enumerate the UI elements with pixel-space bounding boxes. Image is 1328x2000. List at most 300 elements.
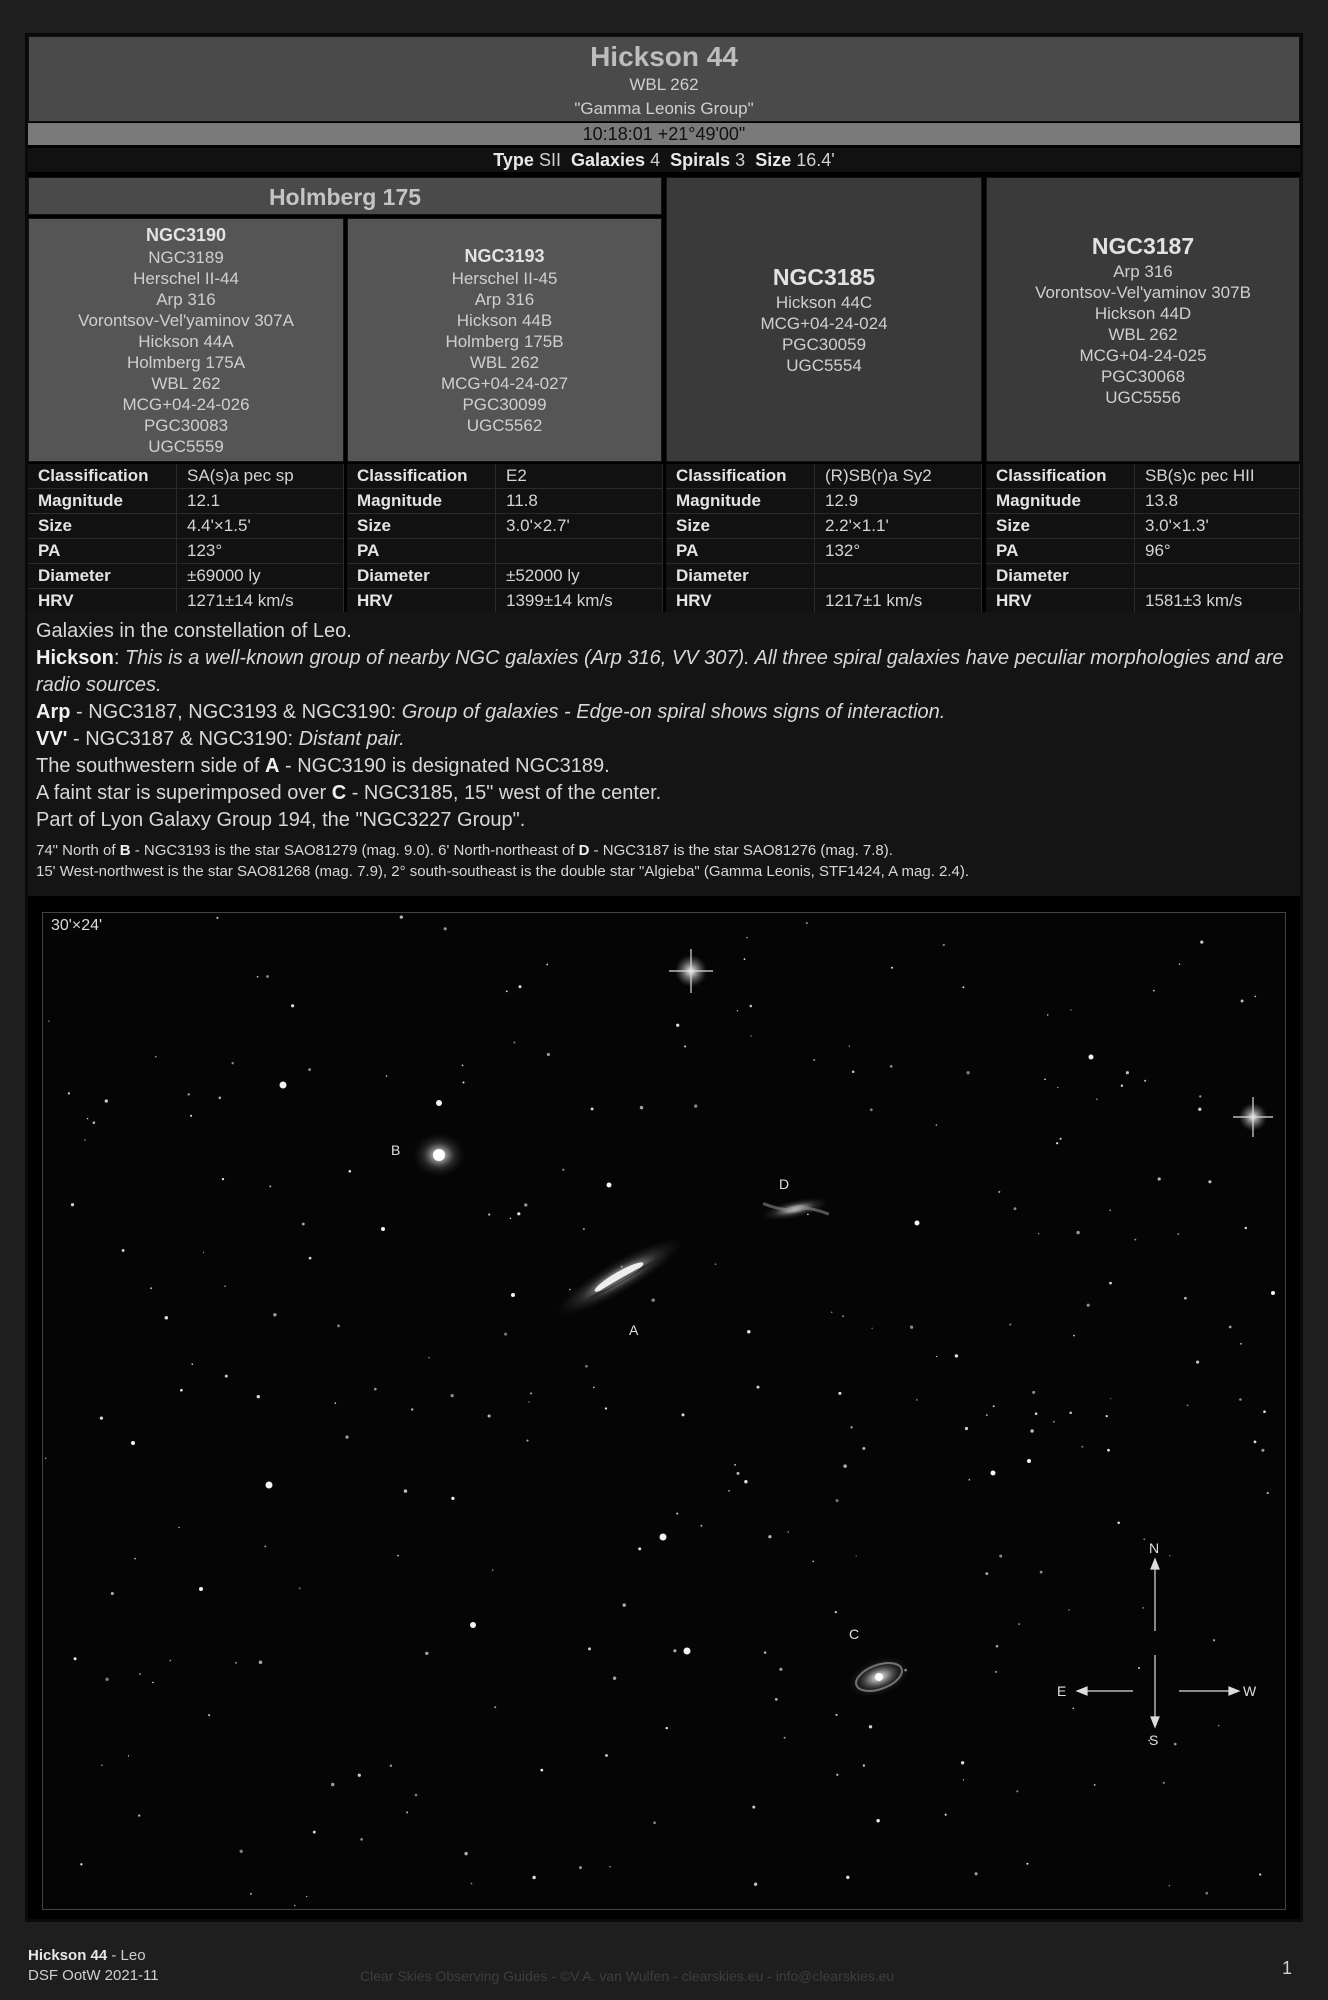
star — [728, 1490, 730, 1492]
detail-value: E2 — [496, 464, 663, 489]
detail-key: PA — [28, 539, 177, 564]
star — [199, 1587, 203, 1591]
star — [337, 1324, 340, 1327]
star — [264, 1545, 266, 1547]
star — [313, 1831, 316, 1834]
star — [996, 1645, 999, 1648]
star — [1018, 1623, 1020, 1625]
star — [294, 1905, 296, 1907]
star — [180, 1389, 183, 1392]
star — [1153, 990, 1155, 992]
star — [1240, 1343, 1242, 1345]
star — [1205, 1892, 1208, 1895]
star — [653, 1821, 656, 1824]
detail-key: Size — [28, 514, 177, 539]
star — [1126, 1071, 1129, 1074]
star — [746, 937, 747, 938]
detail-value: 1271±14 km/s — [177, 589, 344, 614]
star — [744, 1480, 747, 1483]
star — [1068, 1609, 1070, 1611]
galaxies-label: Galaxies — [571, 150, 646, 170]
galaxy-alias: Hickson 44A — [138, 332, 234, 351]
star — [835, 1611, 837, 1613]
galaxy-alias: Arp 316 — [474, 290, 535, 309]
star — [591, 1107, 594, 1110]
star — [1229, 1326, 1232, 1329]
star — [513, 1041, 515, 1043]
star — [750, 1035, 751, 1036]
star — [962, 986, 964, 988]
star — [1030, 1429, 1033, 1432]
detail-row — [28, 489, 344, 514]
star — [836, 1774, 838, 1776]
detail-value — [1135, 564, 1300, 589]
galaxy-card-ngc3190 — [28, 218, 344, 462]
star — [1059, 1138, 1061, 1140]
star — [965, 1427, 968, 1430]
star — [1196, 1361, 1199, 1364]
star — [308, 1068, 311, 1071]
detail-key: Magnitude — [986, 489, 1135, 514]
star — [936, 1124, 938, 1126]
star — [517, 1212, 520, 1215]
star — [232, 1062, 234, 1064]
star — [936, 1356, 937, 1357]
galaxy-name: NGC3193 — [464, 246, 545, 266]
star — [1187, 1404, 1189, 1406]
galaxy-alias: PGC30083 — [143, 416, 229, 435]
detail-key: PA — [986, 539, 1135, 564]
detail-value: ±69000 ly — [177, 564, 344, 589]
star — [71, 1203, 74, 1206]
star — [737, 1010, 739, 1012]
star — [547, 1053, 550, 1056]
star — [850, 1426, 852, 1428]
note-line4 — [36, 753, 1292, 780]
star — [45, 1457, 47, 1459]
star — [1032, 1391, 1035, 1394]
star — [530, 1392, 532, 1394]
detail-row — [347, 564, 663, 589]
detail-key: HRV — [28, 589, 177, 614]
star — [836, 1499, 839, 1502]
type-label: Type — [493, 150, 534, 170]
star — [910, 1326, 913, 1329]
star — [224, 1285, 226, 1287]
star — [299, 1587, 301, 1589]
detail-row — [28, 514, 344, 539]
star — [1081, 1446, 1083, 1448]
detail-key: PA — [666, 539, 815, 564]
detail-value: 3.0'×1.3' — [1135, 514, 1300, 539]
detail-row — [347, 464, 663, 489]
star — [203, 1252, 204, 1253]
page-title: Hickson 44 — [590, 41, 738, 72]
star — [835, 1714, 837, 1716]
star — [451, 1497, 454, 1500]
detail-key: Diameter — [986, 564, 1135, 589]
note-small-1 — [36, 840, 1292, 861]
galaxy-card-ngc3187 — [986, 177, 1300, 462]
star — [862, 1447, 865, 1450]
detail-row — [986, 514, 1300, 539]
star — [768, 1535, 771, 1538]
star — [871, 1328, 872, 1329]
star — [532, 1876, 535, 1879]
detail-value: 132° — [815, 539, 982, 564]
star — [1163, 1782, 1165, 1784]
detail-value: 11.8 — [496, 489, 663, 514]
star — [1267, 1492, 1269, 1494]
star — [585, 1365, 588, 1368]
star — [1143, 1538, 1145, 1540]
star — [1096, 1098, 1098, 1100]
star — [750, 1005, 753, 1008]
label-a: A — [629, 1322, 639, 1338]
note-hickson: Hickson: This is a well-known group of nearby NGC galaxies (Arp 316, VV 307). All three spiral galaxies have peculiar morphologies and are radio sources. — [36, 647, 1284, 696]
star — [250, 1893, 252, 1895]
star — [1087, 1304, 1090, 1307]
detail-key: HRV — [666, 589, 815, 614]
star — [190, 1115, 192, 1117]
galaxy-alias: Hickson 44D — [1094, 303, 1192, 323]
detail-value — [496, 539, 663, 564]
star — [138, 1814, 140, 1816]
star — [955, 1354, 958, 1357]
line4-pre: The southwestern side of — [36, 755, 266, 777]
star — [1169, 1885, 1171, 1887]
label-d: D — [779, 1176, 790, 1192]
galaxies-value: 4 — [650, 150, 661, 170]
arp-text: Group of galaxies - Edge-on spiral shows signs of interaction. — [401, 701, 946, 723]
star — [569, 1289, 571, 1291]
detail-row — [28, 589, 344, 614]
star — [744, 958, 746, 960]
star — [528, 1401, 530, 1403]
star — [694, 1104, 697, 1107]
star — [266, 1482, 273, 1489]
detail-row — [666, 464, 982, 489]
star — [673, 1649, 676, 1652]
group-designation: WBL 262 — [629, 75, 699, 94]
detail-value: 12.1 — [177, 489, 344, 514]
type-value: SII — [538, 150, 561, 170]
star — [1026, 1863, 1028, 1865]
star — [1110, 1398, 1111, 1399]
star — [105, 1678, 108, 1681]
star — [842, 1315, 844, 1317]
star — [506, 990, 508, 992]
galaxy-alias: MCG+04-24-024 — [760, 314, 888, 333]
note-line5 — [36, 780, 1292, 807]
star — [208, 1714, 210, 1716]
star — [752, 1806, 755, 1809]
star — [784, 1737, 786, 1739]
galaxy-alias: WBL 262 — [151, 374, 221, 393]
detail-row — [347, 589, 663, 614]
galaxy-alias: Hickson 44B — [456, 311, 553, 330]
star — [1056, 1142, 1058, 1144]
star — [651, 1298, 655, 1302]
galaxy-c-ngc3185 — [843, 1649, 915, 1705]
star — [334, 1402, 336, 1404]
star — [526, 1440, 528, 1442]
detail-value: SA(s)a pec sp — [177, 464, 344, 489]
star — [1057, 1087, 1058, 1088]
star — [1027, 1459, 1031, 1463]
detail-value: 4.4'×1.5' — [177, 514, 344, 539]
star — [1198, 1108, 1201, 1111]
star — [546, 964, 548, 966]
galaxy-alias: PGC30068 — [1100, 366, 1186, 386]
star — [100, 1416, 103, 1419]
star — [1035, 1412, 1038, 1415]
star — [302, 1223, 305, 1226]
galaxy-alias: MCG+04-24-026 — [122, 395, 250, 414]
detail-key: Diameter — [28, 564, 177, 589]
detail-key: Magnitude — [347, 489, 496, 514]
detail-row — [986, 539, 1300, 564]
star — [48, 1020, 49, 1021]
star — [588, 1647, 591, 1650]
star — [216, 917, 218, 919]
details-table-ngc3190 — [28, 464, 344, 614]
star — [991, 1471, 996, 1476]
star — [464, 1852, 467, 1855]
small1-mid: - NGC3193 is the star SAO81279 (mag. 9.0). 6' North-northeast of — [130, 842, 579, 859]
star — [1069, 1411, 1072, 1414]
star — [451, 1394, 454, 1397]
star — [101, 1765, 102, 1766]
star — [111, 1592, 114, 1595]
star — [150, 1287, 152, 1289]
star — [998, 1191, 1000, 1193]
star-field — [45, 915, 1275, 1906]
star — [225, 1375, 228, 1378]
star — [813, 1059, 815, 1061]
star — [852, 1070, 855, 1073]
star — [609, 1866, 610, 1867]
star — [122, 1249, 125, 1252]
detail-row — [666, 589, 982, 614]
star — [1245, 1227, 1247, 1229]
star — [358, 1774, 361, 1777]
star — [68, 1092, 70, 1094]
star — [682, 1413, 685, 1416]
star — [436, 1100, 442, 1106]
galaxy-name: NGC3187 — [1091, 232, 1195, 259]
star — [84, 1139, 86, 1141]
detail-row — [28, 464, 344, 489]
star — [400, 915, 403, 918]
star — [1254, 1441, 1257, 1444]
note-constellation: Galaxies in the constellation of Leo. — [36, 620, 352, 642]
star — [1263, 1410, 1266, 1413]
detail-key: Size — [666, 514, 815, 539]
star — [995, 1671, 997, 1673]
galaxy-alias: UGC5554 — [786, 356, 862, 375]
coordinates: 10:18:01 +21°49'00" — [28, 123, 1300, 145]
star — [1144, 1080, 1146, 1082]
galaxy-alias: Arp 316 — [156, 290, 216, 309]
star — [306, 1896, 307, 1897]
galaxy-alias: WBL 262 — [1108, 324, 1178, 344]
compass-south: S — [1149, 1732, 1159, 1748]
star — [1094, 1784, 1096, 1786]
detail-key: Diameter — [347, 564, 496, 589]
star — [961, 1761, 964, 1764]
star — [863, 1764, 865, 1766]
star — [488, 1213, 490, 1215]
galaxy-alias: UGC5562 — [466, 416, 543, 435]
star — [360, 1838, 363, 1841]
star — [510, 1218, 511, 1219]
hickson-text: This is a well-known group of nearby NGC galaxies (Arp 316, VV 307). All three spiral galaxies have peculiar morphologies and are radio sources. — [36, 647, 1284, 696]
label-b: B — [391, 1142, 401, 1158]
detail-value: 2.2'×1.1' — [815, 514, 982, 539]
star — [562, 1169, 564, 1171]
galaxy-name: NGC3190 — [145, 225, 227, 245]
star — [1241, 1000, 1244, 1003]
star — [1255, 996, 1257, 998]
star — [665, 1727, 667, 1729]
star — [754, 1883, 757, 1886]
detail-key: Size — [347, 514, 496, 539]
star — [219, 1097, 222, 1100]
star — [1158, 1177, 1161, 1180]
star — [165, 1316, 169, 1320]
star — [471, 1883, 473, 1885]
star — [390, 1765, 392, 1767]
note-small-2: 15' West-northwest is the star SAO81268 (mag. 7.9), 2° south-southeast is the double star "Algieba" (Gamma Leonis, STF1424, A mag. 2.4). — [36, 863, 970, 880]
star — [309, 1257, 312, 1260]
star — [999, 1555, 1002, 1558]
star — [1070, 1009, 1071, 1010]
star — [583, 1228, 585, 1230]
size-label: Size — [755, 150, 792, 170]
star — [444, 927, 447, 930]
galaxy-alias: PGC30059 — [781, 335, 867, 354]
detail-value: (R)SB(r)a Sy2 — [815, 464, 982, 489]
star — [345, 1435, 348, 1438]
star — [191, 1363, 193, 1365]
star — [386, 1075, 387, 1076]
compass-east: E — [1057, 1683, 1067, 1699]
detail-key: HRV — [986, 589, 1135, 614]
galaxy-alias: MCG+04-24-027 — [440, 374, 569, 393]
star — [462, 1081, 464, 1083]
detail-row — [347, 539, 663, 564]
details-table-ngc3185 — [666, 464, 982, 614]
detail-row — [347, 489, 663, 514]
star — [638, 1547, 641, 1550]
star — [737, 1472, 740, 1475]
detail-row — [666, 514, 982, 539]
star — [222, 1178, 224, 1180]
star — [259, 1660, 263, 1664]
star — [660, 1534, 667, 1541]
star — [1073, 1335, 1075, 1337]
detail-row — [28, 564, 344, 589]
vv-label: VV' — [36, 728, 68, 750]
star — [876, 1819, 879, 1822]
galaxy-alias: UGC5556 — [1105, 387, 1181, 407]
star — [1239, 1398, 1242, 1401]
star — [291, 1004, 294, 1007]
compass — [1077, 1559, 1239, 1727]
star — [734, 1464, 736, 1466]
footer-series: DSF OotW 2021-11 — [28, 1967, 159, 1984]
bright-star-top — [669, 949, 713, 993]
star — [1177, 1233, 1178, 1234]
star — [273, 1313, 276, 1316]
star — [155, 1056, 157, 1058]
detail-key: Magnitude — [28, 489, 177, 514]
star — [492, 1569, 494, 1571]
star — [504, 1333, 507, 1336]
star — [169, 1660, 171, 1662]
detail-value: 13.8 — [1135, 489, 1300, 514]
star — [74, 1657, 77, 1660]
star — [406, 1811, 408, 1813]
star — [269, 1185, 271, 1187]
sky-image — [42, 912, 1286, 1910]
detail-value: ±52000 ly — [496, 564, 663, 589]
galaxy-alias: Holmberg 175B — [445, 332, 564, 351]
star — [975, 1872, 978, 1875]
star — [1072, 1707, 1074, 1709]
detail-value: 12.9 — [815, 489, 982, 514]
galaxy-alias: MCG+04-24-025 — [1079, 345, 1207, 365]
star — [1109, 1282, 1112, 1285]
detail-value: 3.0'×2.7' — [496, 514, 663, 539]
group-nickname: "Gamma Leonis Group" — [574, 99, 754, 118]
star — [87, 1118, 89, 1120]
galaxy-alias: PGC30099 — [462, 395, 547, 414]
star — [985, 1572, 988, 1575]
galaxy-alias: NGC3189 — [148, 248, 224, 267]
star — [519, 985, 522, 988]
star — [870, 1108, 873, 1111]
star — [280, 1082, 287, 1089]
star — [1121, 1085, 1123, 1087]
star — [756, 1386, 759, 1389]
detail-key: Classification — [28, 464, 177, 489]
star — [1038, 1233, 1039, 1234]
small1-b2: D — [578, 842, 590, 859]
footer-credits: Clear Skies Observing Guides - ©V.A. van Wulfen - clearskies.eu - info@clearskies.eu — [360, 1968, 895, 1984]
details-table-ngc3193 — [347, 464, 663, 614]
star — [1040, 1571, 1043, 1574]
star — [1117, 1522, 1120, 1525]
star — [1016, 1790, 1018, 1792]
star — [684, 1045, 686, 1047]
detail-value — [815, 564, 982, 589]
details-table-ngc3187 — [986, 464, 1300, 614]
star — [605, 1754, 608, 1757]
detail-row — [347, 514, 663, 539]
star — [891, 967, 893, 969]
star — [613, 1676, 616, 1679]
note-arp — [36, 699, 1292, 726]
star — [747, 1330, 751, 1334]
line5-pre: A faint star is superimposed over — [36, 782, 332, 804]
star — [462, 1065, 464, 1067]
star — [134, 1558, 136, 1560]
detail-value: SB(s)c pec HII — [1135, 464, 1300, 489]
galaxy-alias: Holmberg 175A — [126, 353, 246, 372]
star — [425, 1652, 428, 1655]
